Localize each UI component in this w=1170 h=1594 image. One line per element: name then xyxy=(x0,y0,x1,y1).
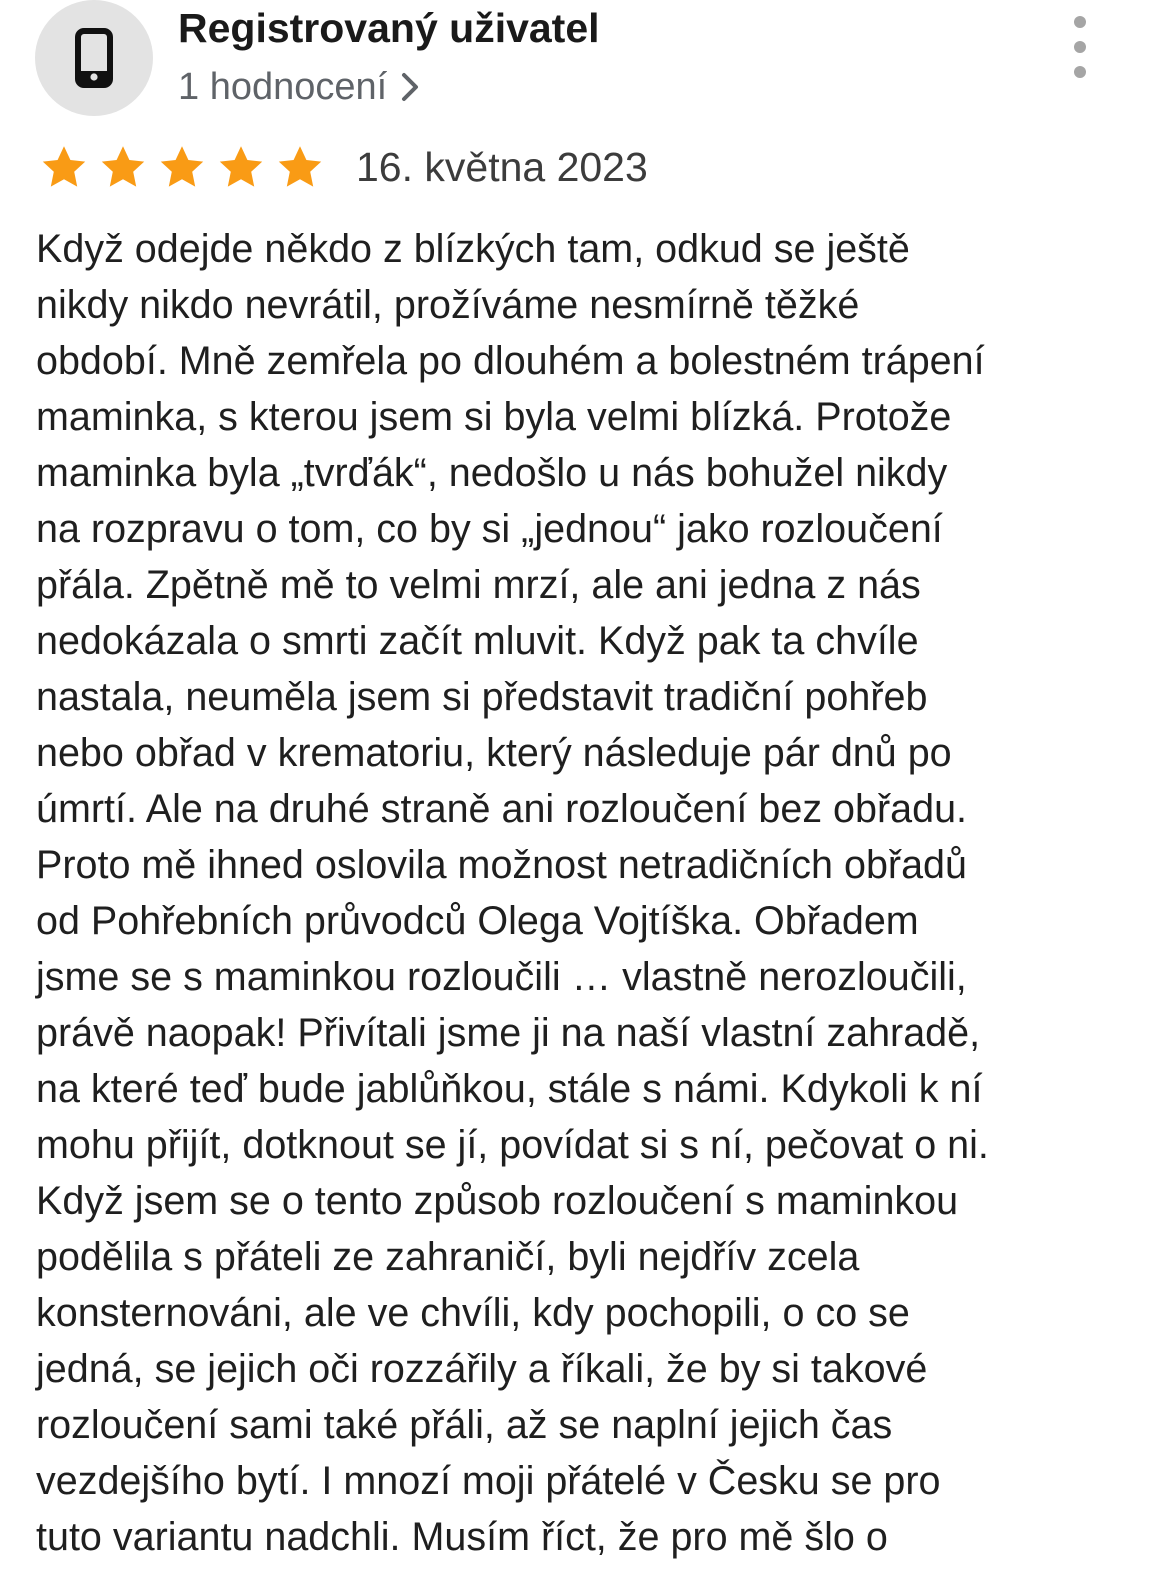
avatar[interactable] xyxy=(35,0,153,116)
more-options-button[interactable] xyxy=(1058,16,1102,78)
more-vertical-icon-dot xyxy=(1074,16,1086,28)
star-icon xyxy=(158,143,206,191)
star-icon xyxy=(217,143,265,191)
star-rating xyxy=(40,143,335,191)
smartphone-icon xyxy=(74,27,114,89)
more-vertical-icon-dot xyxy=(1074,41,1086,53)
more-vertical-icon-dot xyxy=(1074,66,1086,78)
review-text: Když odejde někdo z blízkých tam, odkud se ještě nikdy nikdo nevrátil, prožíváme nesmírně těžké období. Mně zemřela po dlouhém a bolestném trápení maminka, s kterou jsem si byla velmi blízká. Protože maminka byla „tvrďák“, nedošlo u nás bohužel nikdy na rozpravu o tom, co by si „jednou“ jako rozloučení přála. Zpětně mě to velmi mrzí, ale ani jedna z nás nedokázala o smrti začít mluvit. Když pak ta chvíle nastala, neuměla jsem si představit tradiční pohřeb nebo obřad v krematoriu, který následuje pár dnů po úmrtí. Ale na druhé straně ani rozloučení bez obřadu. Proto mě ihned oslovila možnost netradičních obřadů od Pohřebních průvodců Olega Vojtíška. Obřadem jsme se s maminkou rozloučili … vlastně nerozloučili, právě naopak! Přivítali jsme ji na naší vlastní zahradě, na které teď bude jablůňkou, stále s námi. Kdykoli k ní mohu přijít, dotknout se jí, povídat si s ní, pečovat o ni. Když jsem se o tento způsob rozloučení s maminkou podělila s přáteli ze zahraničí, byli nejdřív zcela konsternováni, ale ve chvíli, kdy pochopili, o co se jedná, se jejich oči rozzářily a říkali, že by si takové rozloučení sami také přáli, až se naplní jejich čas vezdejšího bytí. I mnozí moji přátelé v Česku se pro tuto variantu nadchli. Musím říct, že pro mě šlo o xyxy=(36,227,989,1559)
chevron-right-icon xyxy=(401,72,419,102)
review-date: 16. května 2023 xyxy=(356,144,648,190)
star-icon xyxy=(276,143,324,191)
reviewer-name[interactable]: Registrovaný uživatel xyxy=(178,5,600,51)
star-icon xyxy=(40,143,88,191)
ratings-count-label: 1 hodnocení xyxy=(178,65,388,108)
star-icon xyxy=(99,143,147,191)
reviewer-ratings-link[interactable] xyxy=(178,62,419,112)
